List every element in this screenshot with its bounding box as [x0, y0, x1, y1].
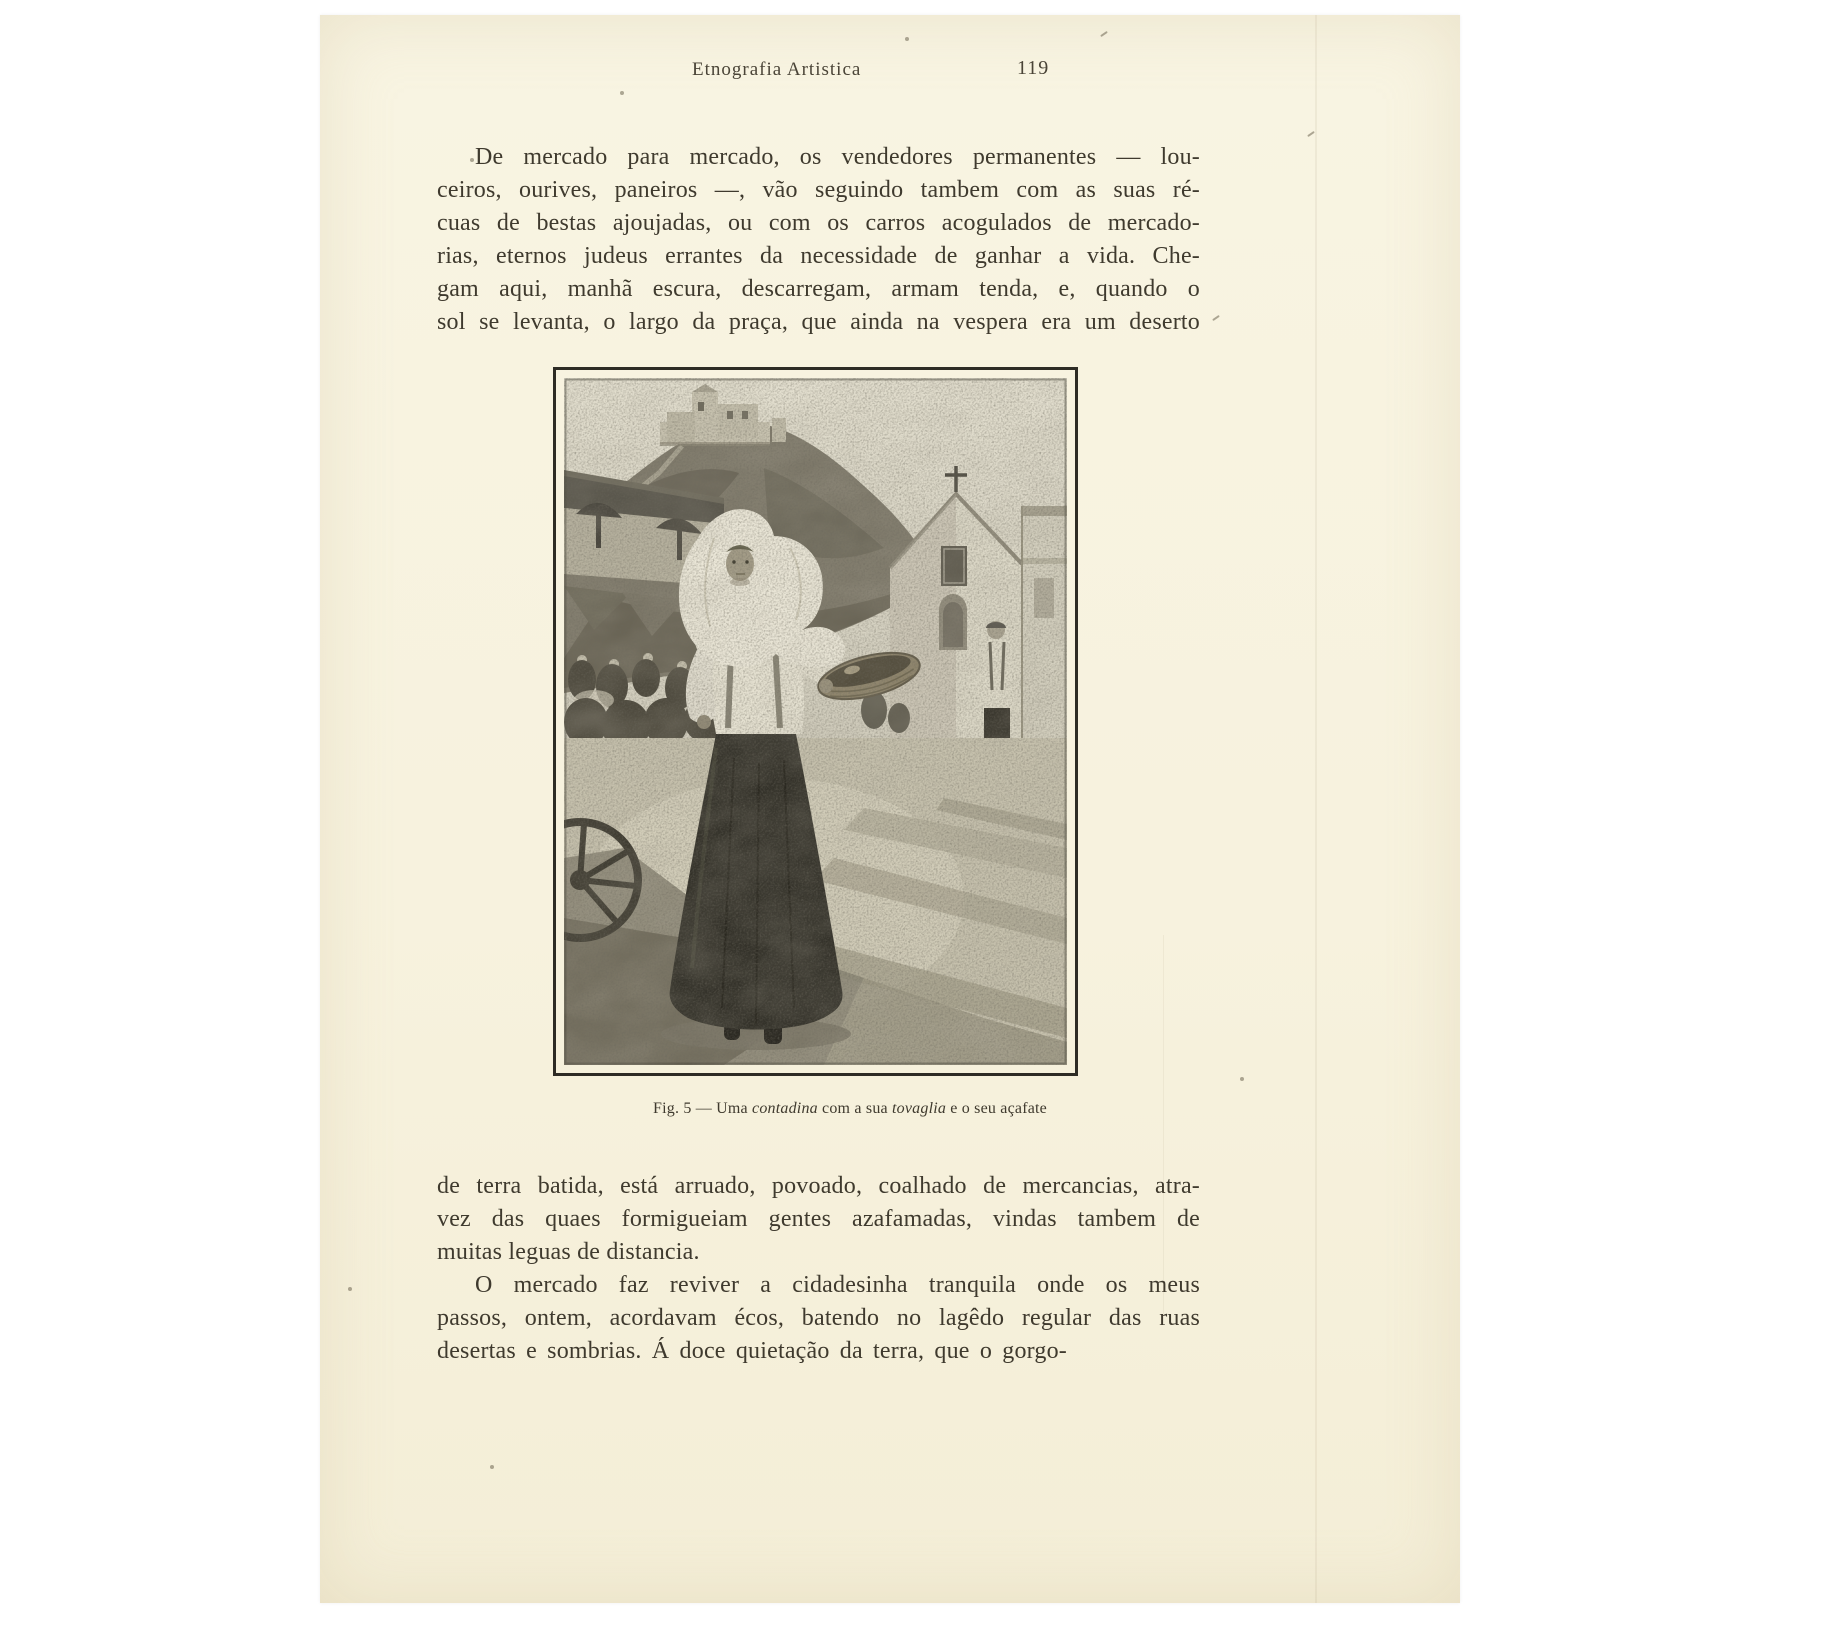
caption-middle: com a sua — [817, 1100, 893, 1117]
paper-speck — [620, 91, 624, 95]
paper-speck — [470, 158, 474, 162]
paper-speck — [348, 1287, 352, 1291]
text-line: vez das quaes formigueiam gentes azafamadas, vindas tambem de — [437, 1206, 1200, 1232]
paper-speck — [490, 1465, 494, 1469]
lower-text-block — [437, 1170, 1200, 1368]
book-page — [320, 15, 1460, 1603]
text-line: cuas de bestas ajoujadas, ou com os carros acogulados de mercado- — [437, 210, 1200, 236]
paper-speck — [1307, 131, 1315, 137]
figure-5 — [553, 367, 1078, 1076]
paragraph-1 — [437, 141, 1200, 339]
text-line: rias, eternos judeus errantes da necessidade de ganhar a vida. Che- — [437, 243, 1200, 269]
text-line: gam aqui, manhã escura, descarregam, armam tenda, e, quando o — [437, 276, 1200, 302]
page-number: 119 — [1017, 57, 1050, 79]
text-line: desertas e sombrias. Á doce quietação da terra, que o gorgo- — [437, 1338, 1068, 1364]
caption-prefix: Fig. 5 — Uma — [653, 1100, 753, 1117]
text-line: de terra batida, está arruado, povoado, coalhado de mercancias, atra- — [437, 1173, 1200, 1199]
figure-photo-illustration — [564, 378, 1067, 1065]
paper-speck — [1212, 315, 1220, 321]
text-line: O mercado faz reviver a cidadesinha tranquila onde os meus — [475, 1272, 1200, 1298]
text-line: ceiros, ourives, paneiros —, vão seguindo tambem com as suas ré- — [437, 177, 1200, 203]
text-line: passos, ontem, acordavam écos, batendo no lagêdo regular das ruas — [437, 1305, 1200, 1331]
caption-italic-contadina: contadina — [752, 1100, 818, 1117]
text-line: De mercado para mercado, os vendedores permanentes — lou- — [475, 144, 1200, 170]
paragraph-3 — [437, 1269, 1200, 1368]
paper-speck — [1240, 1077, 1244, 1081]
text-line: muitas leguas de distancia. — [437, 1239, 700, 1265]
paper-crease — [1315, 15, 1317, 1603]
paragraph-2 — [437, 1170, 1200, 1269]
paper-speck — [905, 37, 909, 41]
caption-italic-tovaglia: tovaglia — [892, 1100, 947, 1117]
text-line: sol se levanta, o largo da praça, que ainda na vespera era um deserto — [437, 309, 1200, 335]
running-title: Etnografia Artistica — [692, 59, 862, 80]
paper-crease — [1163, 935, 1164, 1315]
figure-caption — [610, 1100, 1090, 1118]
paper-speck — [1100, 31, 1108, 37]
caption-suffix: e o seu açafate — [946, 1100, 1047, 1117]
